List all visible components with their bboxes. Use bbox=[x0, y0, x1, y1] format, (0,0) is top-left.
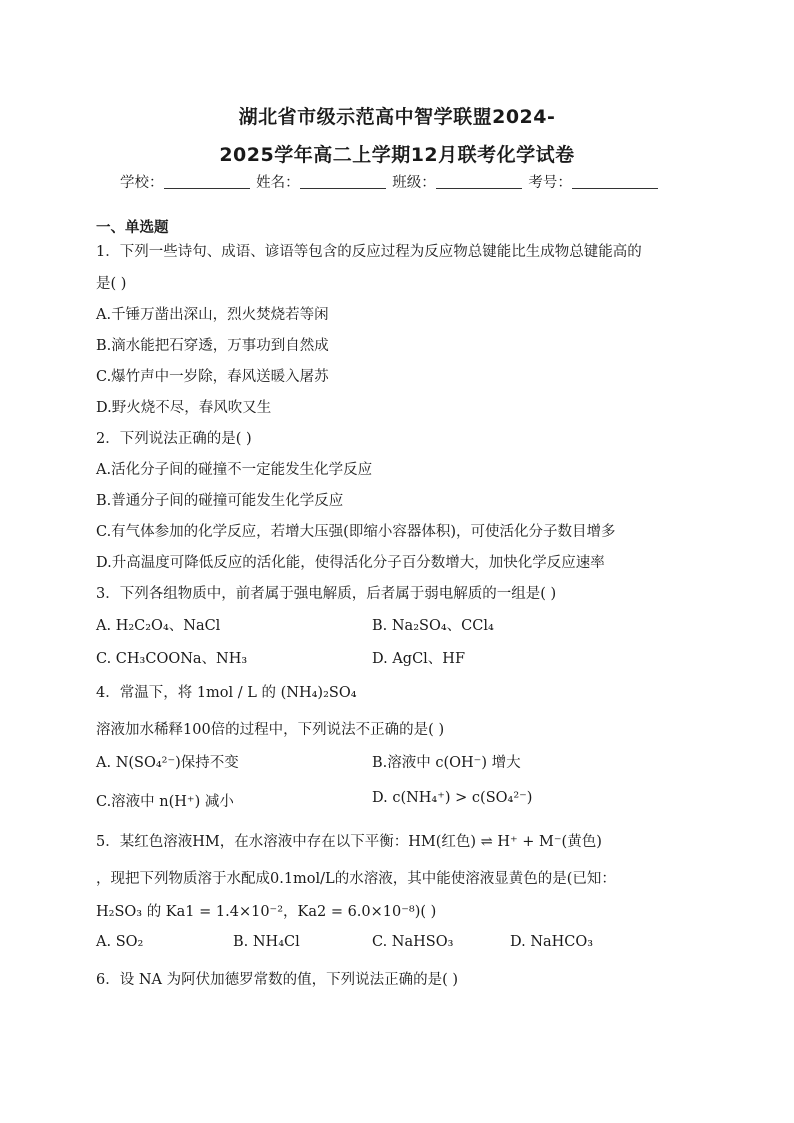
q5-stem-line2: ，现把下列物质溶于水配成0.1mol/L的水溶液，其中能使溶液显黄色的是(已知： bbox=[96, 871, 616, 887]
class-blank[interactable] bbox=[436, 174, 522, 189]
q5-stem-line3: H₂SO₃ 的 Ka1 = 1.4×10⁻²，Ka2 = 6.0×10⁻⁸)( ) bbox=[96, 904, 437, 920]
q1-stem-line2: 是( ) bbox=[96, 276, 127, 292]
q4-option-d: D. c(NH₄⁺) > c(SO₄²⁻) bbox=[372, 790, 533, 806]
name-label: 姓名： bbox=[256, 175, 300, 191]
name-blank[interactable] bbox=[300, 174, 386, 189]
student-info-row bbox=[120, 171, 660, 192]
q1-option-b: B.滴水能把石穿透，万事功到自然成 bbox=[96, 338, 329, 354]
q4-stem-line1: 4．常温下，将 1mol / L 的 (NH₄)₂SO₄ bbox=[96, 685, 357, 701]
q2-option-c: C.有气体参加的化学反应，若增大压强(即缩小容器体积)，可使活化分子数目增多 bbox=[96, 524, 616, 540]
q4-stem-line2: 溶液加水稀释100倍的过程中，下列说法不正确的是( ) bbox=[96, 722, 445, 738]
q4-option-c: C.溶液中 n(H⁺) 减小 bbox=[96, 794, 234, 810]
q1-option-d: D.野火烧不尽，春风吹又生 bbox=[96, 400, 272, 416]
q5-option-b: B. NH₄Cl bbox=[233, 934, 300, 950]
q3-option-c: C. CH₃COONa、NH₃ bbox=[96, 651, 248, 667]
q3-option-b: B. Na₂SO₄、CCl₄ bbox=[372, 618, 494, 634]
q6-stem: 6．设 NA 为阿伏加德罗常数的值，下列说法正确的是( ) bbox=[96, 972, 459, 988]
q5-option-d: D. NaHCO₃ bbox=[510, 934, 594, 950]
q1-stem-line1: 1．下列一些诗句、成语、谚语等包含的反应过程为反应物总键能比生成物总键能高的 bbox=[96, 244, 642, 260]
section-heading: 一、单选题 bbox=[96, 220, 169, 236]
class-label: 班级： bbox=[392, 175, 436, 191]
exam-title-line2: 2025学年高二上学期12月联考化学试卷 bbox=[219, 144, 575, 166]
q5-option-c: C. NaHSO₃ bbox=[372, 934, 454, 950]
q3-stem: 3．下列各组物质中，前者属于强电解质，后者属于弱电解质的一组是( ) bbox=[96, 586, 557, 602]
q3-option-d: D. AgCl、HF bbox=[372, 651, 466, 667]
exam-number-label: 考号： bbox=[528, 175, 572, 191]
q2-stem: 2．下列说法正确的是( ) bbox=[96, 431, 252, 447]
q3-option-a: A. H₂C₂O₄、NaCl bbox=[96, 618, 221, 634]
q5-stem-line1: 5．某红色溶液HM，在水溶液中存在以下平衡：HM(红色) ⇌ H⁺ + M⁻(黄色) bbox=[96, 834, 602, 850]
q2-option-a: A.活化分子间的碰撞不一定能发生化学反应 bbox=[96, 462, 373, 478]
q4-option-a: A. N(SO₄²⁻)保持不变 bbox=[96, 755, 239, 771]
q4-option-b: B.溶液中 c(OH⁻) 增大 bbox=[372, 755, 521, 771]
exam-title-line1: 湖北省市级示范高中智学联盟2024- bbox=[238, 106, 556, 128]
exam-number-blank[interactable] bbox=[572, 174, 658, 189]
q1-option-c: C.爆竹声中一岁除，春风送暖入屠苏 bbox=[96, 369, 329, 385]
q2-option-d: D.升高温度可降低反应的活化能，使得活化分子百分数增大，加快化学反应速率 bbox=[96, 555, 605, 571]
school-label: 学校： bbox=[120, 175, 164, 191]
school-blank[interactable] bbox=[164, 174, 250, 189]
q1-option-a: A.千锤万凿出深山，烈火焚烧若等闲 bbox=[96, 307, 329, 323]
q2-option-b: B.普通分子间的碰撞可能发生化学反应 bbox=[96, 493, 344, 509]
q5-option-a: A. SO₂ bbox=[96, 934, 144, 950]
